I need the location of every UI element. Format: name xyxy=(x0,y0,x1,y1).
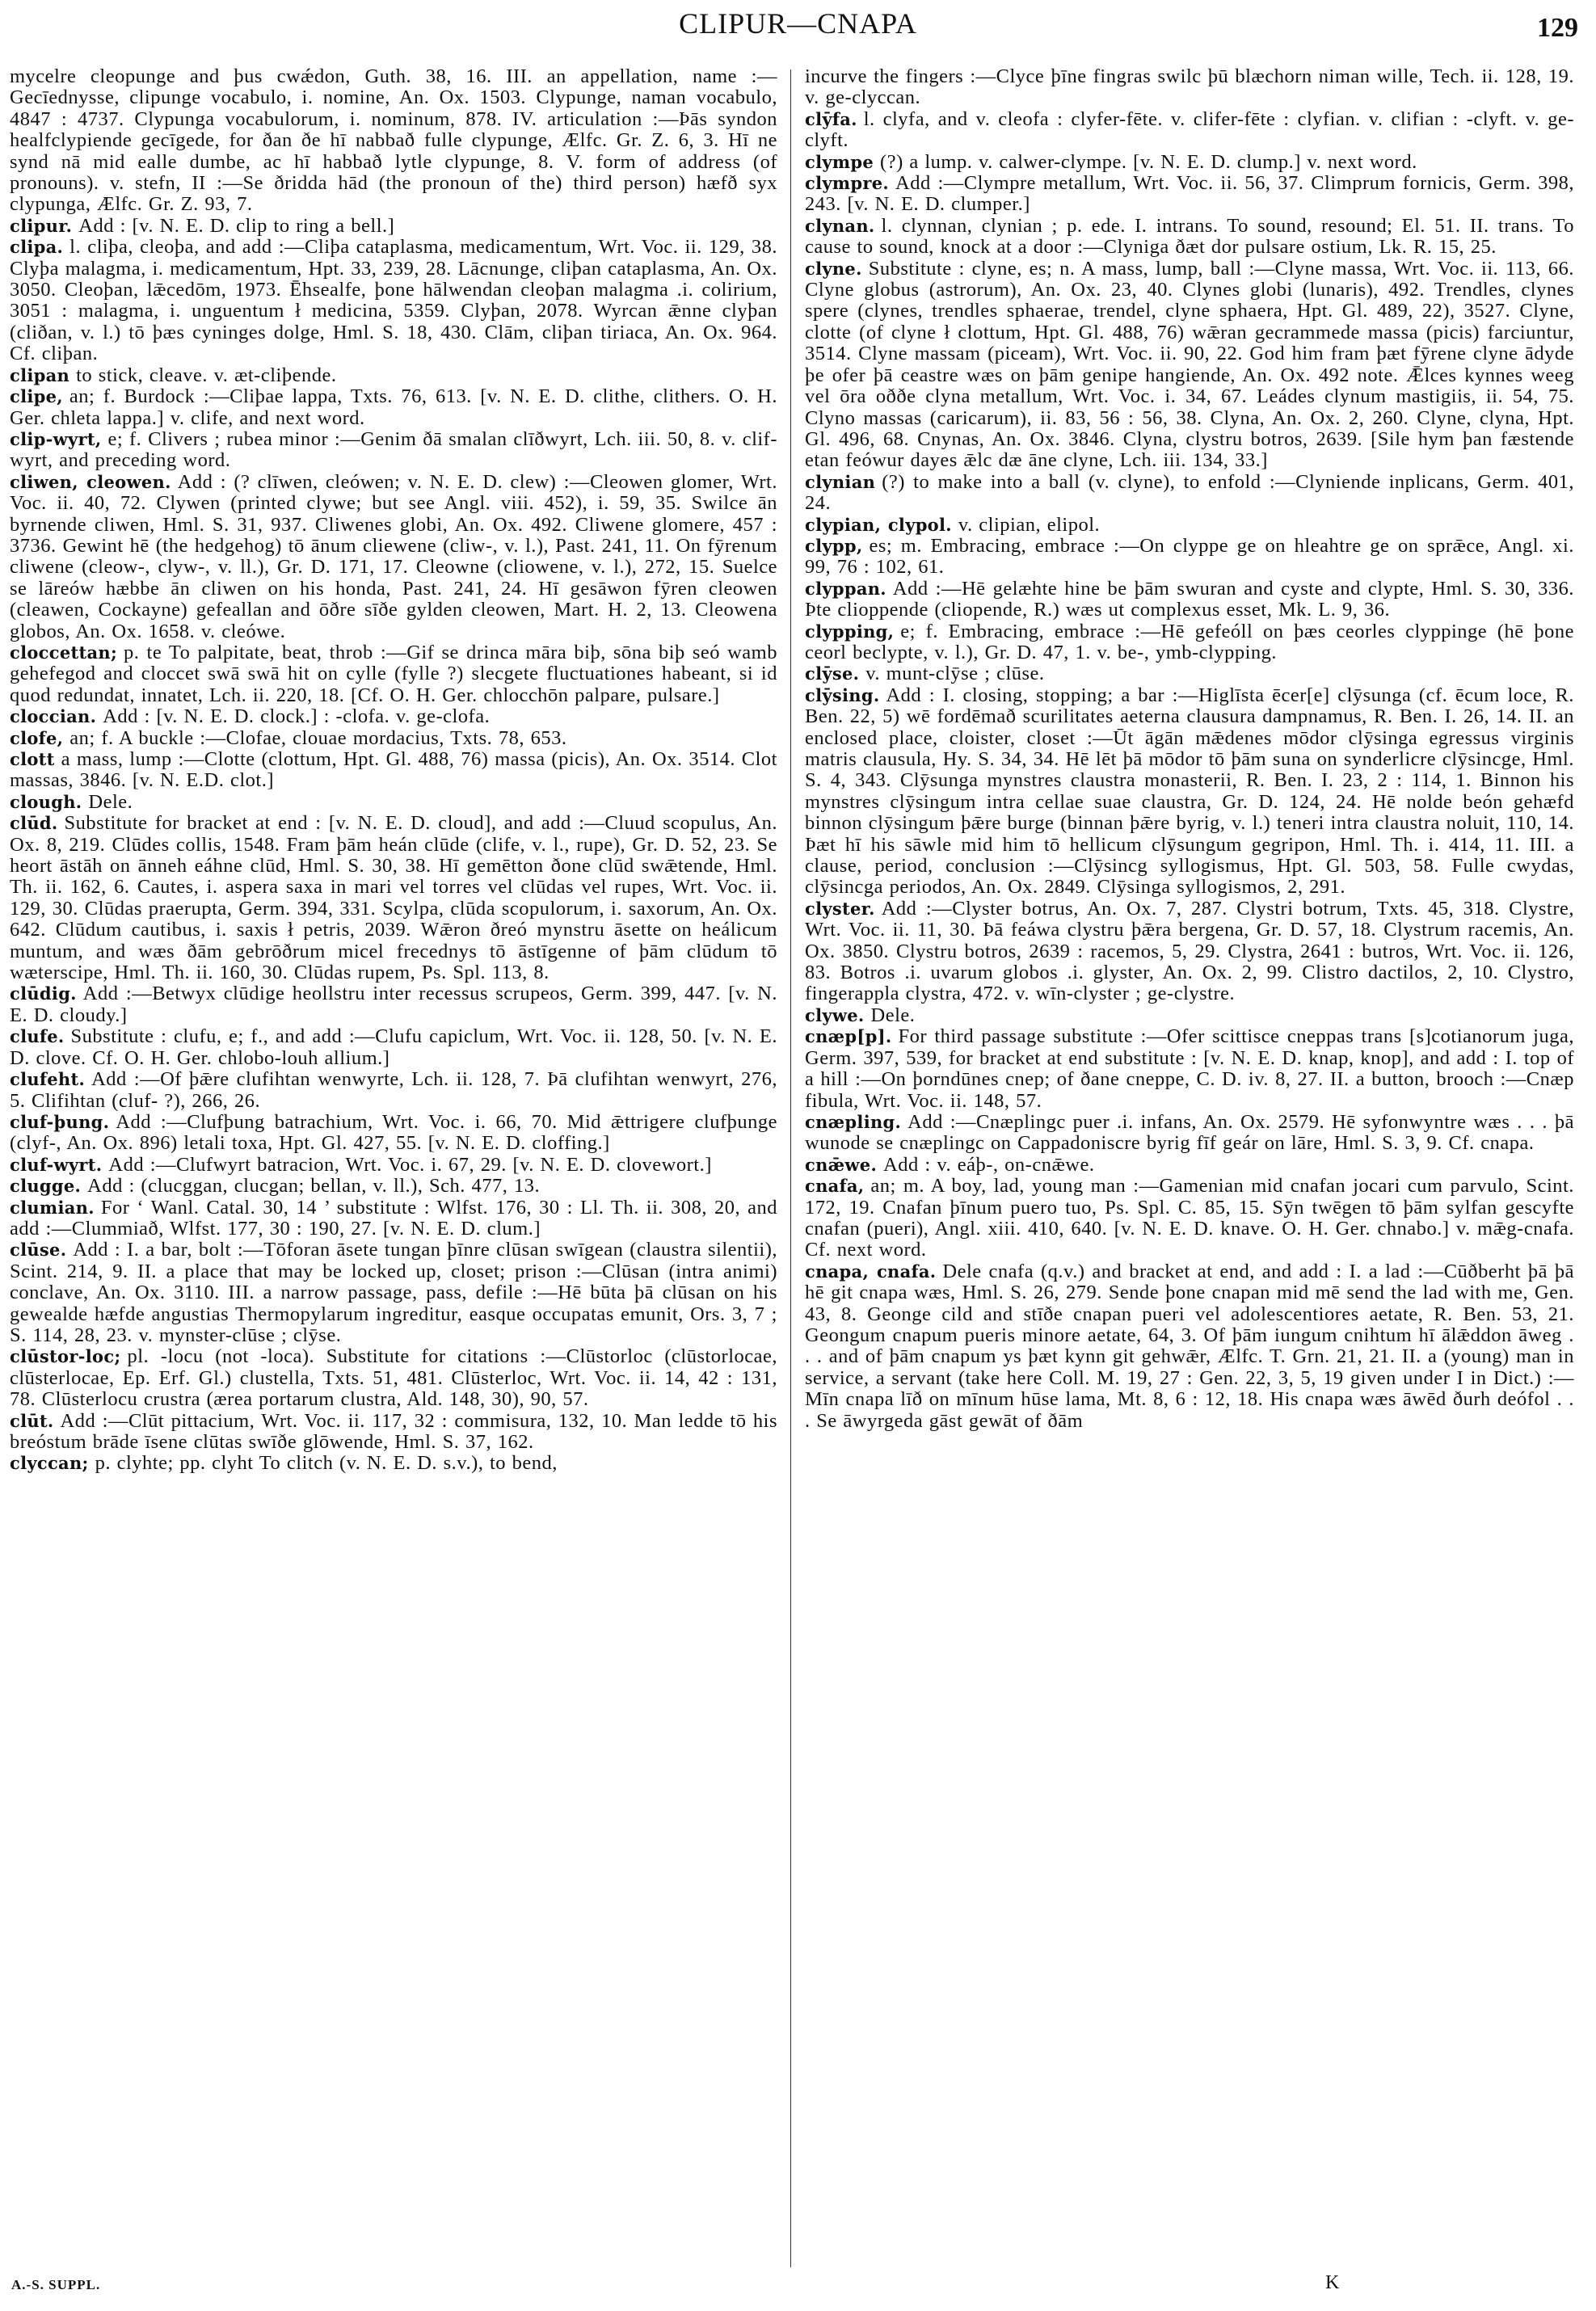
dictionary-entry xyxy=(805,621,1574,664)
dictionary-entry xyxy=(10,706,777,727)
headword: clugge. xyxy=(10,1176,82,1197)
headword: clyne. xyxy=(805,258,862,279)
entry-text: Add : I. closing, stopping; a bar :—Higlīsta ēcer[e] clȳsunga (cf. ēcum loce, R. Ben. 22, 5) wē fordēmað scurilitates aeterna clausura dampnamus, R. Ben. I. 26, 14. II. an enclosed place, cloister, closet :—Ūt āgān mǣdenes mōdor clȳsinga egressus virginis matris clausula, Hy. S. 34, 34. Hē lēt þā mōdor tō þām suna on synderlicre clȳsincge, Hml. S. 4, 343. Clȳsunga mynstres claustra monasterii, R. Ben. I. 23, 2 : 114, 1. Binnon his mynstres clȳsingum intra cellae suae claustra, Gr. D. 124, 24. Hē nolde beón gehæfd binnon clȳsingum þǣre burge (binnan þǣre byrig, v. l.) teneri intra claustra noluit, 110, 14. Þæt hī his sāwle mid him tō hellicum clȳsungum gegripon, Hml. Th. i. 414, 11. III. a clause, period, conclusion :—Clȳsincg syllogismus, Hpt. Gl. 503, 58. Fulle cwydas, clȳsincga periodos, An. Ox. 2849. Clȳsinga syllogismos, 2, 291. xyxy=(805,684,1574,899)
headword: clympre. xyxy=(805,173,890,194)
dictionary-entry xyxy=(10,813,777,983)
dictionary-entry xyxy=(10,472,777,642)
signature-mark: A.-S. SUPPL. xyxy=(11,2277,101,2292)
entry-text: an; f. A buckle :—Clofae, clouae mordacius, Txts. 78, 653. xyxy=(69,726,567,749)
headword: clūt. xyxy=(10,1410,54,1431)
entry-continuation xyxy=(805,66,1574,109)
entry-text: p. te To palpitate, beat, throb :—Gif se drinca māra biþ, sōna biþ seó wamb gehefegod and cloccet swā swā hit on cylle (fylle ?) slecgete fluctuationes habeant, si id quod redundat, innatet, Lch. ii. 220, 18. [Cf. O. H. Ger. chlocchōn palpare, pulsare.] xyxy=(10,641,777,706)
dictionary-entry xyxy=(805,152,1574,173)
entry-text: a mass, lump :—Clotte (clottum, Hpt. Gl. 488, 76) massa (picis), An. Ox. 3514. Clot massas, 3846. [v. N. E.D. clot.] xyxy=(10,748,777,792)
entry-text: Substitute : clufu, e; f., and add :—Clufu capiclum, Wrt. Voc. ii. 128, 50. [v. N. E. D. clove. Cf. O. H. Ger. chlobo-louh allium.] xyxy=(10,1025,777,1069)
entry-text: Add : [v. N. E. D. clip to ring a bell.] xyxy=(78,214,395,237)
dictionary-entry xyxy=(10,1411,777,1454)
entry-text: Add :—Cnæplingc puer .i. infans, An. Ox. 2579. Hē syfonwyntre wæs . . . þā wunode se cnæplingc on Cappadoniscre byrig fīf geár on lāre, Hml. S. 3, 9. Cf. cnapa. xyxy=(805,1110,1574,1155)
dictionary-entry xyxy=(10,429,777,472)
running-header xyxy=(0,6,1596,47)
headword: clyccan; xyxy=(10,1453,89,1474)
headword: clofe, xyxy=(10,727,64,748)
headword: cluf-wyrt. xyxy=(10,1154,103,1175)
headword: cloccian. xyxy=(10,706,97,727)
entry-text: Add :—Clūt pittacium, Wrt. Voc. ii. 117, 32 : commisura, 132, 10. Man ledde tō his breóstum brāde īsene clūtas swīðe glōwende, Hml. S. 37, 162. xyxy=(10,1409,777,1453)
dictionary-entry xyxy=(805,1155,1574,1176)
headword: clynian xyxy=(805,471,876,492)
headword: clynan. xyxy=(805,215,875,236)
headword: clypian, clypol. xyxy=(805,514,952,535)
entry-text: Add :—Of þǣre clufihtan wenwyrte, Lch. ii. 128, 7. Þā clufihtan wenwyrt, 276, 5. Clifihtan (cluf- ?), 266, 26. xyxy=(10,1068,777,1112)
entry-text: l. clyfa, and v. cleofa : clyfer-fēte. v. clifer-fēte : clyfian. v. clifian : -clyft. v. ge-clyft. xyxy=(805,107,1574,152)
dictionary-entry xyxy=(10,1155,777,1176)
headword: cnafa, xyxy=(805,1176,865,1197)
dictionary-entry xyxy=(805,663,1574,684)
dictionary-entry xyxy=(10,983,777,1026)
dictionary-entry xyxy=(10,1453,777,1474)
dictionary-entry xyxy=(10,728,777,749)
entry-text: an; m. A boy, lad, young man :—Gamenian mid cnafan jocari cum parvulo, Scint. 172, 19. Cnafan þīnum puero tuo, Ps. Spl. C. 85, 15. Sȳn twēgen tō þām sylfan gescyfte cnafan (pueri), Angl. xiii. 410, 640. [v. N. E. D. knave. O. H. Ger. chnabo.] v. mǣg-cnafa. Cf. next word. xyxy=(805,1175,1574,1261)
entry-text: For third passage substitute :—Ofer scittisce cneppas trans [s]cotianorum juga, Germ. 397, 539, for bracket at end substitute : [v. N. E. D. knap, knop], and add : I. top of a hill :—On þorndūnes cnep; of ðane cneppe, C. D. iv. 8, 27. II. a button, brooch :—Cnæp fibula, Wrt. Voc. ii. 148, 57. xyxy=(805,1025,1574,1112)
headword: clipa. xyxy=(10,237,64,258)
entry-text: pl. -locu (not -loca). Substitute for citations :—Clūstorloc (clūstorlocae, clūsterlocae, Ep. Erf. Gl.) clustella, Txts. 51, 481. Clūsterloc, Wrt. Voc. ii. 14, 42 : 131, 78. Clūsterlocu crustra (ærea portarum clustra, Ald. 148, 30), 90, 57. xyxy=(10,1345,777,1411)
dictionary-entry xyxy=(805,109,1574,152)
dictionary-entry xyxy=(10,386,777,429)
entry-text: Add : (? clīwen, cleówen; v. N. E. D. clew) :—Cleowen glomer, Wrt. Voc. ii. 40, 72. Clywen (printed clywe; but see Angl. viii. 452), i. 59, 35. Swilce ān byrnende cliwen, Hml. S. 31, 937. Cliwenes globi, An. Ox. 492. Cliwene glomere, 457 : 3736. Gewint hē (the hedgehog) tō ānum cliewene (cliw-, v. l.), Past. 241, 11. On fȳrenum cliwene (cleow-, clyw-, v. ll.), Gr. D. 171, 17. Cleowne (cliowene, v. l.), 272, 15. Suelce se lāreów hæbbe ān cliwen on his honda, Past. 241, 24. Hī gesāwon fȳren cleowen (cleawen, Cockayne) gefeallan and ōðre sīðe gylden cleowen, Mart. H. 2, 13. Cleowena globos, An. Ox. 1658. v. cleówe. xyxy=(10,470,777,642)
entry-text: v. munt-clȳse ; clūse. xyxy=(865,663,1045,685)
page-title: CLIPUR—CNAPA xyxy=(679,7,917,40)
entry-text: p. clyhte; pp. clyht To clitch (v. N. E. D. s.v.), to bend, xyxy=(95,1452,558,1475)
headword: clȳsing. xyxy=(805,684,880,705)
entry-text: Add :—Clympre metallum, Wrt. Voc. ii. 56, 37. Climprum fornicis, Germ. 398, 243. [v. N. E. D. clumper.] xyxy=(805,172,1574,216)
right-column xyxy=(805,66,1574,1432)
entry-text: e; f. Embracing, embrace :—Hē gefeóll on þæs ceorles clyppinge (hē þone ceorl beclypte, v. l.), Gr. D. 47, 1. v. be-, ymb-clypping. xyxy=(805,620,1574,663)
headword: clipe, xyxy=(10,386,63,407)
entry-text: For ‘ Wanl. Catal. 30, 14 ’ substitute : Wlfst. 176, 30 : Ll. Th. ii. 308, 20, and add :—Clummiað, Wlfst. 177, 30 : 190, 27. [v. N. E. D. clum.] xyxy=(10,1196,777,1240)
entry-text: (?) a lump. v. calwer-clympe. [v. N. E. D. clump.] v. next word. xyxy=(880,150,1417,173)
entry-text: Add :—Betwyx clūdige heollstru inter recessus scrupeos, Germ. 399, 447. [v. N. E. D. cloudy.] xyxy=(10,983,777,1026)
dictionary-entry xyxy=(10,1112,777,1155)
dictionary-entry xyxy=(10,1069,777,1112)
dictionary-entry xyxy=(805,1026,1574,1112)
entry-text: es; m. Embracing, embrace :—On clyppe ge on hleahtre ge on sprǣce, Angl. xi. 99, 76 : 102, 61. xyxy=(805,534,1574,579)
headword: clufeht. xyxy=(10,1069,86,1090)
dictionary-entry xyxy=(10,216,777,237)
dictionary-entry xyxy=(805,216,1574,259)
headword: clȳfa. xyxy=(805,108,857,129)
dictionary-entry xyxy=(10,1176,777,1197)
entry-text: incurve the fingers :—Clyce þīne fingras swilc þū blæchorn niman wille, Tech. ii. 128, 19. v. ge-clyccan. xyxy=(805,65,1574,109)
dictionary-entry xyxy=(805,685,1574,899)
entry-text: l. cliþa, cleoþa, and add :—Cliþa cataplasma, medicamentum, Wrt. Voc. ii. 129, 38. Clyþa malagma, i. medicamentum, Hpt. 33, 239, 28. Lācnunge, cliþan cataplasma, An. Ox. 3050. Cleoþan, lǣcedōm, 1973. Ēhsealfe, þone hālwendan cleoþan malagma .i. colirium, 3051 : malagma, i. unguentum ł medicina, 5359. Clyþan, 2078. Wyrcan ǣnne clyþan (cliðan, v. l.) tō þæs cyninges dolge, Hml. S. 18, 430. Clām, cliþan tiriaca, An. Ox. 964. Cf. cliþan. xyxy=(10,236,777,365)
left-column xyxy=(10,66,777,1475)
dictionary-entry xyxy=(10,237,777,364)
dictionary-entry xyxy=(805,1005,1574,1026)
dictionary-entry xyxy=(805,1261,1574,1432)
headword: clȳse. xyxy=(805,663,860,684)
entry-text: l. clynnan, clynian ; p. ede. I. intrans. To sound, resound; El. 51. II. trans. To cause to sound, knock at a door :—Clyniga ðæt dor pulsare ostium, Lk. R. 15, 25. xyxy=(805,214,1574,259)
dictionary-entry xyxy=(10,642,777,706)
headword: clip-wyrt, xyxy=(10,428,102,449)
headword: clumian. xyxy=(10,1197,95,1218)
entry-text: an; f. Burdock :—Cliþae lappa, Txts. 76, 613. [v. N. E. D. clithe, clithers. O. H. Ger. chleta lappa.] v. clife, and next word. xyxy=(10,385,777,429)
dictionary-entry xyxy=(10,1198,777,1240)
dictionary-entry xyxy=(10,1346,777,1410)
headword: clūstor-loc; xyxy=(10,1346,121,1367)
headword: cloccettan; xyxy=(10,642,118,663)
headword: clypp, xyxy=(805,535,863,556)
headword: cnǣwe. xyxy=(805,1154,878,1175)
headword: cnæpling. xyxy=(805,1111,902,1132)
entry-text: Substitute for bracket at end : [v. N. E. D. cloud], and add :—Cluud scopulus, An. Ox. 8, 219. Clūdes collis, 1548. Fram þām heán clūde (clife, v. l., rupe), Gr. D. 52, 23. Se heort āstāh on ānneh eáhne clūd, Hml. S. 30, 38. Hī gemētton ðone clūd swǣtende, Hml. Th. ii. 162, 6. Cautes, i. aspera saxa in mari vel torres vel clūdas vel rupes, Wrt. Voc. ii. 129, 30. Clūdas praerupta, Germ. 394, 331. Scylpa, clūda scopulorum, i. saxorum, An. Ox. 642. Clūdum cautibus, i. saxis ł petris, 2039. Wǣron ðreó mynstru āsette on heálicum muntum, and wæs ðām gebrōðrum micel frecednys tō āstīgenne of þām clūdum tō wæterscipe, Hml. Th. ii. 160, 30. Clūdas rupem, Ps. Spl. 113, 8. xyxy=(10,812,777,984)
entry-text: Add :—Clufþung batrachium, Wrt. Voc. i. 66, 70. Mid ǣttrigere clufþunge (clyf-, An. Ox. 896) letali toxa, Hpt. Gl. 427, 55. [v. N. E. D. cloffing.] xyxy=(10,1110,777,1155)
entry-text: Add :—Hē gelæhte hine be þām swuran and cyste and clypte, Hml. S. 30, 336. Þte clioppende (cliopende, R.) wæs ut complexus esset, Mk. L. 9, 36. xyxy=(805,577,1574,621)
entry-text: to stick, cleave. v. æt-cliþende. xyxy=(76,364,337,386)
page-number: 129 xyxy=(1537,13,1578,43)
entry-text: Dele cnafa (q.v.) and bracket at end, and add : I. a lad :—Cūðberht þā þā hē git cnapa wæs, Hml. S. 26, 279. Sende þone cnapan mid mē send the lad with me, Gen. 43, 8. Geonge cild and stīðe cnapan pueri vel adolescentiores aetate, R. Ben. 53, 21. Geongum cnapum pueris minore aetate, 64, 3. Of þām iungum cnihtum hī ālǣddon āweg . . . and of þām cnapum ys þæt kynn git gehwǣr, Ælfc. T. Grn. 21, 21. II. a (young) man in service, a servant (take here Coll. M. 19, 27 : Gen. 22, 3, 5, 19 given under I in Dict.) :—Mīn cnapa līð on mīnum hūse lama, Mt. 8, 6 : 12, 18. His cnapa wæs āwēd ðurh deófol . . . Se āwyrgeda gāst gewāt of ðām xyxy=(805,1260,1574,1432)
entry-text: mycelre cleopunge and þus cwǽdon, Guth. 38, 16. III. an appellation, name :—Gecīednysse, clipunge vocabulo, i. nomine, An. Ox. 1503. Clypunge, naman vocabulo, 4847 : 4737. Clypunga vocabulorum, i. nominum, 878. IV. articulation :—Þās syndon healfclypiende gecīgede, for ðan ðe hī nabbað fulle clypunge, Ælfc. Gr. Z. 6, 3. Hī ne synd nā mid ealle dumbe, ac hī habbað lytle clypunge, 8. V. form of address (of pronouns). v. stefn, II :—Se ðridda hād (the pronoun of the) third person) hæfð syx clypunga, Ælfc. Gr. Z. 93, 7. xyxy=(10,65,777,216)
entry-text: (?) to make into a ball (v. clyne), to enfold :—Clyniende inplicans, Germ. 401, 24. xyxy=(805,470,1574,515)
headword: clūse. xyxy=(10,1240,67,1261)
dictionary-entry xyxy=(805,472,1574,515)
headword: clypping, xyxy=(805,621,895,642)
headword: clott xyxy=(10,749,55,769)
headword: clyppan. xyxy=(805,578,886,599)
headword: clympe xyxy=(805,151,874,172)
dictionary-entry xyxy=(805,579,1574,621)
dictionary-entry xyxy=(805,515,1574,536)
dictionary-entry xyxy=(10,1026,777,1069)
headword: cluf-þung. xyxy=(10,1111,110,1132)
dictionary-entry xyxy=(10,365,777,386)
entry-text: Substitute : clyne, es; n. A mass, lump, ball :—Clyne massa, Wrt. Voc. ii. 113, 66. Clyne globus (astrorum), An. Ox. 23, 40. Clynes globi (lunaris), 492. Trendles, clynes spere (clynes, trendles sphaerae, trendel, clyne sphaera, Hpt. Gl. 489, 22), 3527. Clyne, clotte (of clyne ł clottum, Hpt. Gl. 488, 76) wǣran gecrammede massa (picis) farciuntur, 3514. Clyne massam (piceam), Wrt. Voc. ii. 90, 22. God him fram þæt fȳrene clyne ādyde þe ofer þā ceastre wæs on þām genipe hangiende, An. Ox. 492 note. Ǣlces kynnes weeg vel ōra oððe clyna metallum, Wrt. Voc. i. 34, 67. Leádes clynum mastigiis, ii. 54, 75. Clyno massas (caricarum), ii. 83, 56 : 56, 38. Clyna, An. Ox. 2, 260. Clyne, clyna, Hpt. Gl. 496, 68. Cnynas, An. Ox. 3846. Clyna, clystru botros, 2639. [Sile hym þan fæstende etan feówur dayes ǣlc dæ āne clyne, Lch. iii. 134, 33.] xyxy=(805,257,1574,472)
column-divider xyxy=(790,69,791,2267)
dictionary-entry xyxy=(10,792,777,813)
entry-text: Add : [v. N. E. D. clock.] : -clofa. v. ge-clofa. xyxy=(103,705,491,728)
headword: cnæp[p]. xyxy=(805,1026,892,1047)
dictionary-entry xyxy=(10,749,777,792)
entry-text: v. clipian, elipol. xyxy=(958,513,1101,536)
gathering-mark: K xyxy=(1325,2272,1340,2293)
headword: clywe. xyxy=(805,1004,865,1025)
dictionary-entry xyxy=(805,1176,1574,1261)
headword: clough. xyxy=(10,791,82,812)
entry-text: Add : I. a bar, bolt :—Tōforan āsete tungan þīnre clūsan swīgean (claustra silentii), Scint. 214, 9. II. a place that may be locked up, closet; prison :—Clūsan (intra animi) conclave, An. Ox. 3110. III. a narrow passage, pass, defile :—Hē būta þā clūsan on his gewealde hæfde angustias Thermopylarum ingreditur, easque occupatas emunit, Ors. 3, 7 ; S. 114, 28, 23. v. mynster-clūse ; clȳse. xyxy=(10,1239,777,1346)
entry-text: e; f. Clivers ; rubea minor :—Genim ðā smalan clīðwyrt, Lch. iii. 50, 8. v. clif-wyrt, and preceding word. xyxy=(10,427,777,472)
dictionary-entry xyxy=(805,259,1574,472)
entry-text: Dele. xyxy=(870,1004,916,1026)
dictionary-entry xyxy=(805,173,1574,216)
entry-text: Add :—Clyster botrus, An. Ox. 7, 287. Clystri botrum, Txts. 45, 318. Clystre, Wrt. Voc. ii. 11, 30. Þā feáwa clystru þǣra bergena, Gr. D. 57, 18. Clystrum racemis, An. Ox. 3850. Clystru botros, 2639 : racemos, 5, 29. Clystra, 2641 : butros, Wrt. Voc. ii. 126, 83. Botros .i. uvarum globos .i. glyster, An. Ox. 2, 99. Clistro dactilos, 2, 10. Clystro, fingerappla clystra, 472. v. wīn-clyster ; ge-clystre. xyxy=(805,897,1574,1005)
headword: clufe. xyxy=(10,1026,65,1047)
headword: cliwen, cleowen. xyxy=(10,471,171,492)
headword: clūdig. xyxy=(10,983,77,1004)
headword: clipur. xyxy=(10,215,73,236)
dictionary-entry xyxy=(805,899,1574,1005)
entry-text: Add : (clucggan, clucgan; bellan, v. ll.), Sch. 477, 13. xyxy=(87,1175,541,1198)
entry-text: Add :—Clufwyrt batracion, Wrt. Voc. i. 67, 29. [v. N. E. D. clovewort.] xyxy=(108,1153,712,1176)
headword: clyster. xyxy=(805,898,875,919)
dictionary-entry xyxy=(805,1112,1574,1155)
entry-text: Add : v. eáþ-, on-cnǣwe. xyxy=(883,1153,1095,1176)
headword: cnapa, cnafa. xyxy=(805,1261,937,1282)
headword: clipan xyxy=(10,364,70,385)
entry-continuation xyxy=(10,66,777,216)
dictionary-entry xyxy=(10,1240,777,1346)
headword: clūd. xyxy=(10,813,58,834)
entry-text: Dele. xyxy=(88,790,133,813)
dictionary-entry xyxy=(805,536,1574,579)
